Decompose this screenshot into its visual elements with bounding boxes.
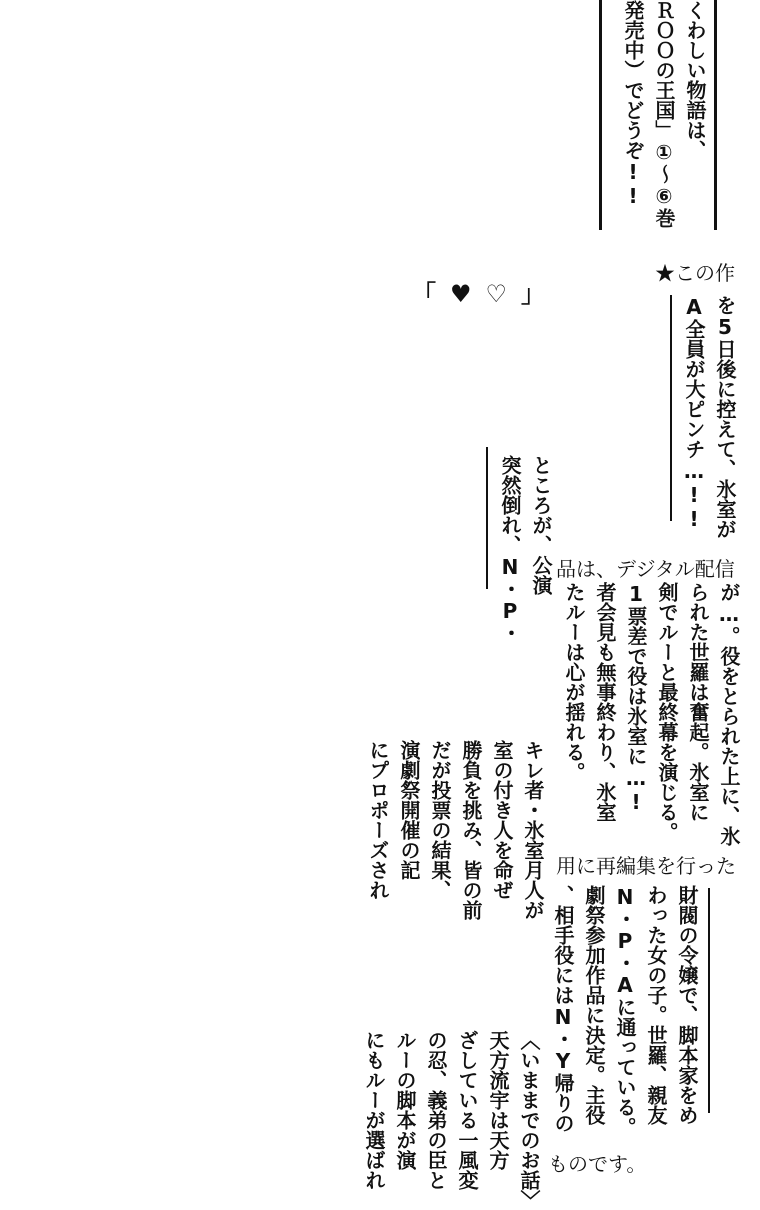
panel-c-text: [558, 582, 744, 846]
panel-f-line-2: 天方流宇は天方: [486, 1030, 510, 1170]
box-story-info: [615, 0, 710, 228]
panel-c-line-1: が…。役をとられた上に、氷: [717, 582, 741, 846]
panel-b-text: [498, 455, 556, 643]
panel-a-line-2: A全員が大ピンチ…!!: [682, 295, 706, 531]
panel-d-line-4: だが投票の結果、: [428, 740, 452, 900]
panel-d-line-6: にプロポーズされ: [366, 740, 390, 900]
panel-f-line-6: にもルーが選ばれ: [362, 1030, 386, 1190]
box-right-border: [714, 0, 717, 230]
panel-a-text: [680, 295, 740, 539]
symbol-row: [412, 274, 560, 308]
panel-e: [551, 885, 704, 1137]
panel-a-border: [670, 295, 672, 521]
panel-c-line-5: 者会見も無事終わり、氷室: [593, 582, 617, 822]
panel-e-line-4: 劇祭参加作品に決定。主役: [582, 885, 606, 1125]
panel-f-line-5: ルーの脚本が演: [393, 1030, 417, 1170]
panel-f-text: [362, 1030, 544, 1210]
panel-b-line-2: 突然倒れ、N・P・: [498, 455, 522, 643]
box-line-3: 発売中）でどうぞ!!: [621, 0, 645, 208]
panel-c-line-4: 1票差で役は氷室に…!: [624, 582, 648, 814]
panel-b-line-1: ところが、公演: [529, 455, 553, 595]
notice-line-1: ★この作: [655, 261, 735, 285]
panel-d: [366, 740, 550, 920]
panel-c-line-6: たルーは心が揺れる。: [562, 582, 586, 782]
panel-f: [362, 1030, 544, 1210]
panel-c-line-3: 剣でルーと最終幕を演じる。: [655, 582, 679, 842]
box-line-2: ＲＯＯの王国」①〜⑥巻: [652, 0, 676, 228]
panel-d-line-2: 室の付き人を命ぜ: [490, 740, 514, 900]
panel-e-line-3: N・P・Aに通っている。: [613, 885, 637, 1137]
panel-c: [556, 580, 746, 846]
panel-c-line-2: られた世羅は奮起。氷室に: [686, 582, 710, 822]
panel-e-line-5: 、相手役にはN・Y帰りの: [551, 885, 575, 1133]
panel-e-border: [708, 888, 710, 1113]
panel-e-line-2: わった女の子。世羅、親友: [644, 885, 668, 1125]
notice-line-4: ものです。: [548, 1148, 688, 1177]
box-left-border: [599, 0, 602, 230]
panel-e-line-1: 財閥の令嬢で、脚本家をめ: [675, 885, 699, 1125]
notice-line-2: 品は、デジタル配信: [556, 553, 756, 582]
box-line-1: くわしい物語は、: [683, 0, 707, 160]
panel-d-text: [366, 740, 548, 920]
heart-icon: 「♥︎♡」: [412, 280, 560, 308]
panel-d-line-5: 演劇祭開催の記: [397, 740, 421, 880]
panel-d-line-3: 勝負を挑み、皆の前: [459, 740, 483, 920]
panel-b-border: [486, 447, 488, 589]
panel-d-line-1: キレ者・氷室月人が: [521, 740, 545, 920]
panel-e-text: [551, 885, 702, 1137]
notice-line-3: 用に再編集を行った: [556, 850, 756, 879]
panel-f-line-1: 〈いままでのお話〉: [517, 1030, 541, 1210]
panel-f-line-3: ざしている一風変: [455, 1030, 479, 1190]
panel-a-line-1: を5日後に控えて、氷室が: [713, 295, 737, 539]
panel-f-line-4: の忍、義弟の臣と: [424, 1030, 448, 1190]
